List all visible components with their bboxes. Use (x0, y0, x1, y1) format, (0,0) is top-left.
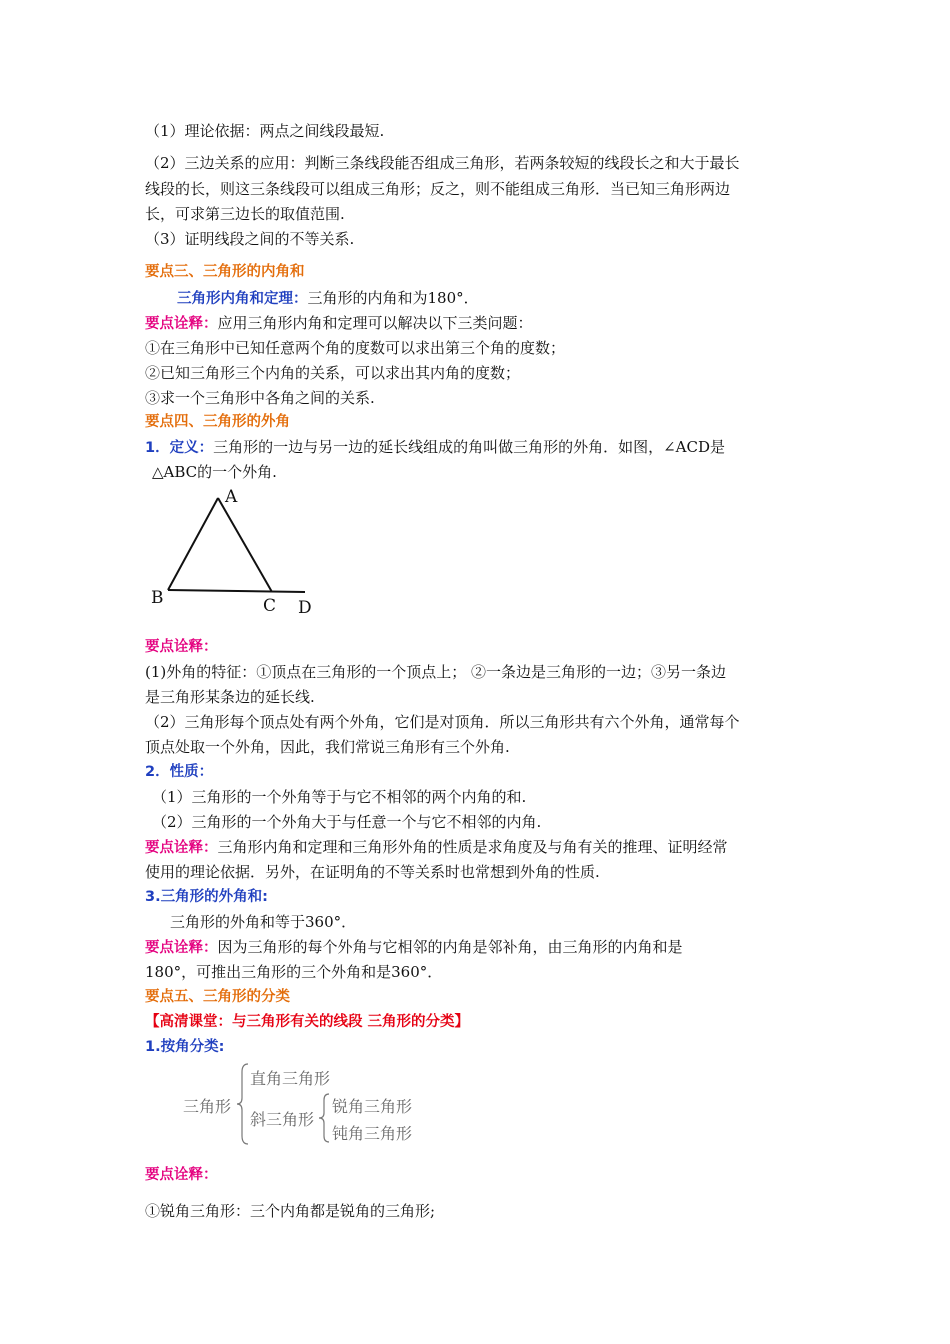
note-line (145, 837, 728, 858)
theorem-label: 三角形内角和定理： (177, 291, 308, 307)
paragraph-line: (1)外角的特征：①顶点在三角形的一个顶点上； ②一条边是三角形的一边；③另一条边 (145, 663, 727, 681)
exterior-sum-label: 3.三角形的外角和: (145, 889, 268, 905)
tree-right-triangle: 直角三角形 (250, 1069, 331, 1088)
note-line (145, 937, 683, 958)
definition-label: 1．定义： (145, 440, 214, 456)
brace-left (234, 1062, 254, 1146)
tree-acute-triangle: 锐角三角形 (332, 1097, 413, 1116)
label-b: B (151, 588, 164, 608)
classification-label: 1.按角分类: (145, 1039, 225, 1055)
list-item: （1）三角形的一个外角等于与它不相邻的两个内角的和. (152, 788, 527, 806)
section-heading: 要点五、三角形的分类 (145, 989, 290, 1005)
theorem-line (177, 288, 479, 309)
label-c: C (263, 596, 277, 616)
note-label: 要点诠释： (145, 316, 218, 332)
list-item: ②已知三角形三个内角的关系，可以求出其内角的度数； (145, 364, 521, 382)
note-text: 因为三角形的每个外角与它相邻的内角是邻补角，由三角形的内角和是 (217, 938, 683, 956)
paragraph-line: 180°，可推出三角形的三个外角和是360°． (145, 963, 443, 981)
side-ac (218, 498, 272, 592)
brace-right (316, 1092, 334, 1144)
property-label: 2．性质： (145, 764, 214, 780)
paragraph-line: 三角形的外角和等于360°． (170, 913, 357, 931)
list-item: （2）三角形的一个外角大于与任意一个与它不相邻的内角. (152, 813, 542, 831)
note-line (145, 313, 533, 334)
paragraph-line: （2）三边关系的应用：判断三条线段能否组成三角形，若两条较短的线段长之和大于最长 (145, 154, 740, 172)
side-ab (168, 498, 218, 590)
paragraph-line: 使用的理论依据．另外，在证明角的不等关系时也常想到外角的性质. (145, 863, 600, 881)
tree-obtuse-triangle: 钝角三角形 (332, 1124, 413, 1143)
list-item: ①在三角形中已知任意两个角的度数可以求出第三个角的度数； (145, 339, 566, 357)
list-item: ③求一个三角形中各角之间的关系. (145, 389, 375, 407)
label-d: D (298, 598, 312, 617)
paragraph-line: 长，可求第三边长的取值范围. (145, 205, 345, 223)
section-heading: 要点三、三角形的内角和 (145, 264, 305, 280)
paragraph-line: （2）三角形每个顶点处有两个外角，它们是对顶角．所以三角形共有六个外角，通常每个 (145, 713, 740, 731)
tree-root: 三角形 (183, 1097, 232, 1116)
paragraph-line: 是三角形某条边的延长线. (145, 688, 315, 706)
definition-text: 三角形的一边与另一边的延长线组成的角叫做三角形的外角．如图，∠ACD是 (213, 438, 726, 456)
note-text: 三角形内角和定理和三角形外角的性质是求角度及与角有关的推理、证明经常 (217, 838, 728, 856)
section-heading: 要点四、三角形的外角 (145, 414, 290, 430)
tree-oblique-triangle: 斜三角形 (250, 1110, 315, 1129)
paragraph-line: 线段的长，则这三条线段可以组成三角形；反之，则不能组成三角形．当已知三角形两边 (145, 180, 731, 198)
definition-line (145, 437, 725, 458)
paragraph-line: （3）证明线段之间的不等关系. (145, 230, 355, 248)
label-a: A (225, 487, 238, 507)
note-label: 要点诠释： (145, 940, 218, 956)
list-item: ①锐角三角形：三个内角都是锐角的三角形; (145, 1202, 436, 1220)
note-text: 应用三角形内角和定理可以解决以下三类问题： (217, 314, 533, 332)
side-bc-extended (168, 590, 305, 592)
note-label: 要点诠释： (145, 840, 218, 856)
paragraph-line: （1）理论依据：两点之间线段最短. (145, 122, 385, 140)
course-reference: 【高清课堂：与三角形有关的线段 三角形的分类】 (145, 1014, 470, 1030)
triangle-figure (145, 482, 325, 617)
theorem-text: 三角形的内角和为180°． (307, 289, 479, 307)
paragraph-line: 顶点处取一个外角，因此，我们常说三角形有三个外角. (145, 738, 510, 756)
note-label: 要点诠释： (145, 1167, 218, 1183)
note-label: 要点诠释： (145, 639, 218, 655)
paragraph-line: △ABC的一个外角. (152, 463, 277, 481)
